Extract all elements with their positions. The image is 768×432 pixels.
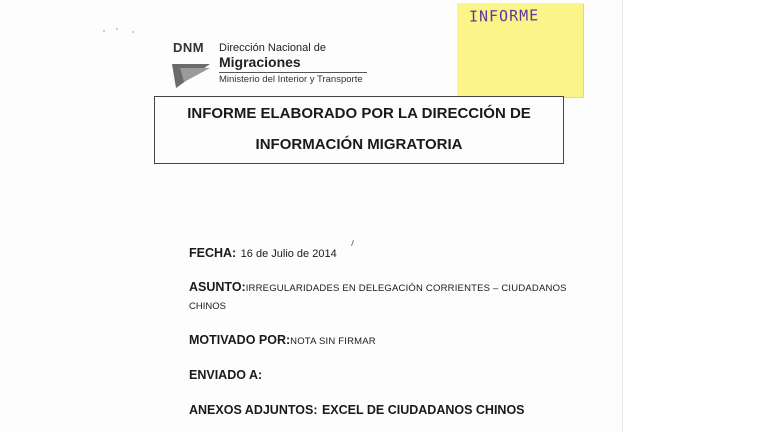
pen-mark [351, 240, 354, 246]
dnm-logo [166, 38, 376, 92]
report-title-line-1: INFORME ELABORADO POR LA DIRECCIÓN DE [187, 105, 531, 122]
scan-speck [103, 30, 105, 32]
asunto-value-continued: CHINOS [189, 301, 226, 312]
asunto-label: ASUNTO: [189, 280, 246, 294]
scan-speck [116, 28, 118, 30]
enviado-field [189, 366, 262, 384]
asunto-value: IRREGULARIDADES EN DELEGACIÓN CORRIENTES – CIUDADANOS [245, 283, 567, 294]
page-margin [622, 0, 768, 432]
asunto-field [189, 278, 567, 296]
anexos-field [189, 401, 525, 419]
sticky-note-text: INFORME [468, 6, 540, 26]
logo-abbreviation: DNM [173, 40, 205, 55]
motivado-label: MOTIVADO POR: [189, 333, 291, 347]
report-title-box [154, 96, 564, 164]
motivado-field [189, 331, 376, 349]
logo-divider [219, 72, 367, 73]
anexos-value: EXCEL DE CIUDADANOS CHINOS [321, 403, 525, 417]
motivado-value: NOTA SIN FIRMAR [290, 336, 376, 347]
fecha-field [189, 244, 337, 262]
logo-ministry: Ministerio del Interior y Transporte [219, 74, 363, 85]
dnm-emblem-icon [170, 42, 214, 88]
report-title-line-2: INFORMACIÓN MIGRATORIA [255, 136, 463, 153]
scan-speck [132, 31, 134, 33]
logo-title-main: Migraciones [219, 54, 301, 70]
anexos-label: ANEXOS ADJUNTOS: [189, 403, 318, 417]
sticky-note [457, 3, 583, 97]
logo-title-line: Dirección Nacional de [219, 42, 326, 54]
fecha-label: FECHA: [189, 246, 237, 260]
fecha-value: 16 de Julio de 2014 [240, 248, 337, 260]
enviado-label: ENVIADO A: [189, 368, 263, 382]
